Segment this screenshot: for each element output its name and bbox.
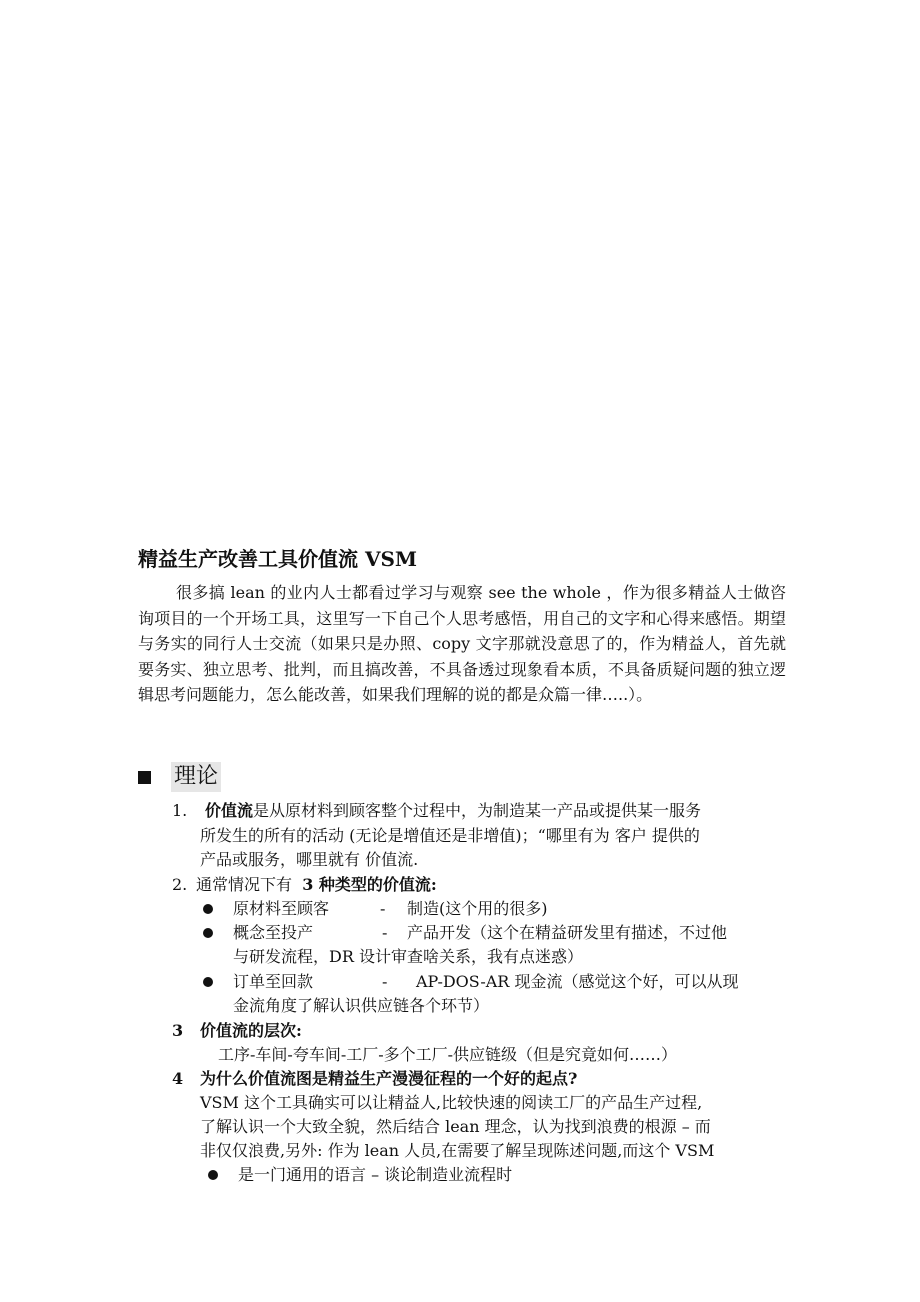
item2-bullet3-left: 订单至回款 bbox=[233, 972, 314, 991]
item3-number bbox=[172, 1019, 183, 1043]
item2-bullet3-right: AP-DOS-AR 现金流（感觉这个好，可以从现 bbox=[416, 972, 739, 991]
item3-heading bbox=[200, 1019, 302, 1043]
item2-bullet2-right: 产品开发（这个在精益研发里有描述，不过他 bbox=[407, 923, 728, 942]
item2-bullet1-dash: - bbox=[380, 899, 386, 918]
item2-prefix: 通常情况下有 bbox=[196, 875, 293, 894]
document-title: 精益生产改善工具价值流 VSM bbox=[138, 547, 418, 571]
square-bullet-icon bbox=[138, 771, 151, 784]
item2-number: 2. bbox=[172, 875, 188, 894]
item2-bold: 3 种类型的价值流: bbox=[302, 875, 437, 894]
item2-bullet2-dash: - bbox=[382, 923, 388, 942]
item1-line1-rest: 是从原材料到顾客整个过程中，为制造某一产品或提供某一服务 bbox=[253, 801, 702, 820]
item2-bullet1-left: 原材料至顾客 bbox=[233, 899, 330, 918]
item4-line3: 非仅仅浪费,另外: 作为 lean 人员,在需要了解呈现陈述问题,而这个 VSM bbox=[200, 1141, 715, 1160]
item1-term: 价值流 bbox=[205, 801, 254, 820]
item4-bullet: 是一门通用的语言 – 谈论制造业流程时 bbox=[238, 1165, 513, 1184]
item3-body: 工序-车间-夸车间-工厂-多个工厂-供应链级（但是究竟如何……） bbox=[218, 1045, 678, 1064]
item2-bullet1-right: 制造(这个用的很多) bbox=[407, 899, 548, 918]
intro-paragraph: 很多搞 lean 的业内人士都看过学习与观察 see the whole ，作为很多精益人士做咨询项目的一个开场工具，这里写一下自己个人思考感悟，用自己的文字和心得来感悟。期望与务实的同行人士交流（如果只是办照、copy 文字那就没意思了的，作为精益人，首先就要务实、独立思考、批判，而且搞改善，不具备透过现象看本质，不具备质疑问题的独立逻辑思考问题能力，怎么能改善，如果我们理解的说的都是众篇一律…..）。 bbox=[138, 583, 786, 704]
item2-bullet2-left: 概念至投产 bbox=[233, 923, 314, 942]
item4-line2: 了解认识一个大致全貌，然后结合 lean 理念，认为找到浪费的根源 – 而 bbox=[200, 1117, 711, 1136]
bullet-icon bbox=[203, 977, 213, 987]
item1-line2: 所发生的所有的活动 (无论是增值还是非增值)；“哪里有为 客户 提供的 bbox=[200, 826, 700, 845]
bullet-icon bbox=[203, 904, 213, 914]
item2-bullet3-cont: 金流角度了解认识供应链各个环节） bbox=[233, 996, 490, 1015]
item1-number: 1. bbox=[172, 801, 188, 820]
section-title: 理论 bbox=[171, 762, 221, 792]
item4-line1: VSM 这个工具确实可以让精益人,比较快速的阅读工厂的产品生产过程, bbox=[200, 1093, 703, 1112]
item2-bullet2-cont: 与研发流程，DR 设计审查啥关系，我有点迷惑） bbox=[233, 947, 583, 966]
section-header bbox=[138, 760, 221, 794]
item3-number-text: 3 bbox=[172, 1021, 184, 1040]
item1-line1 bbox=[205, 799, 701, 823]
bullet-icon bbox=[203, 928, 213, 938]
item3-heading-text: 价值流的层次: bbox=[200, 1021, 302, 1040]
item2-bullet3-dash: - bbox=[382, 972, 388, 991]
item2-heading bbox=[196, 873, 437, 897]
item4-heading bbox=[200, 1067, 577, 1091]
item4-heading-text: 为什么价值流图是精益生产漫漫征程的一个好的起点? bbox=[200, 1069, 578, 1088]
item4-number-text: 4 bbox=[172, 1069, 184, 1088]
item4-number bbox=[172, 1067, 183, 1091]
item1-line3: 产品或服务，哪里就有 价值流. bbox=[200, 850, 419, 869]
bullet-icon bbox=[208, 1170, 218, 1180]
